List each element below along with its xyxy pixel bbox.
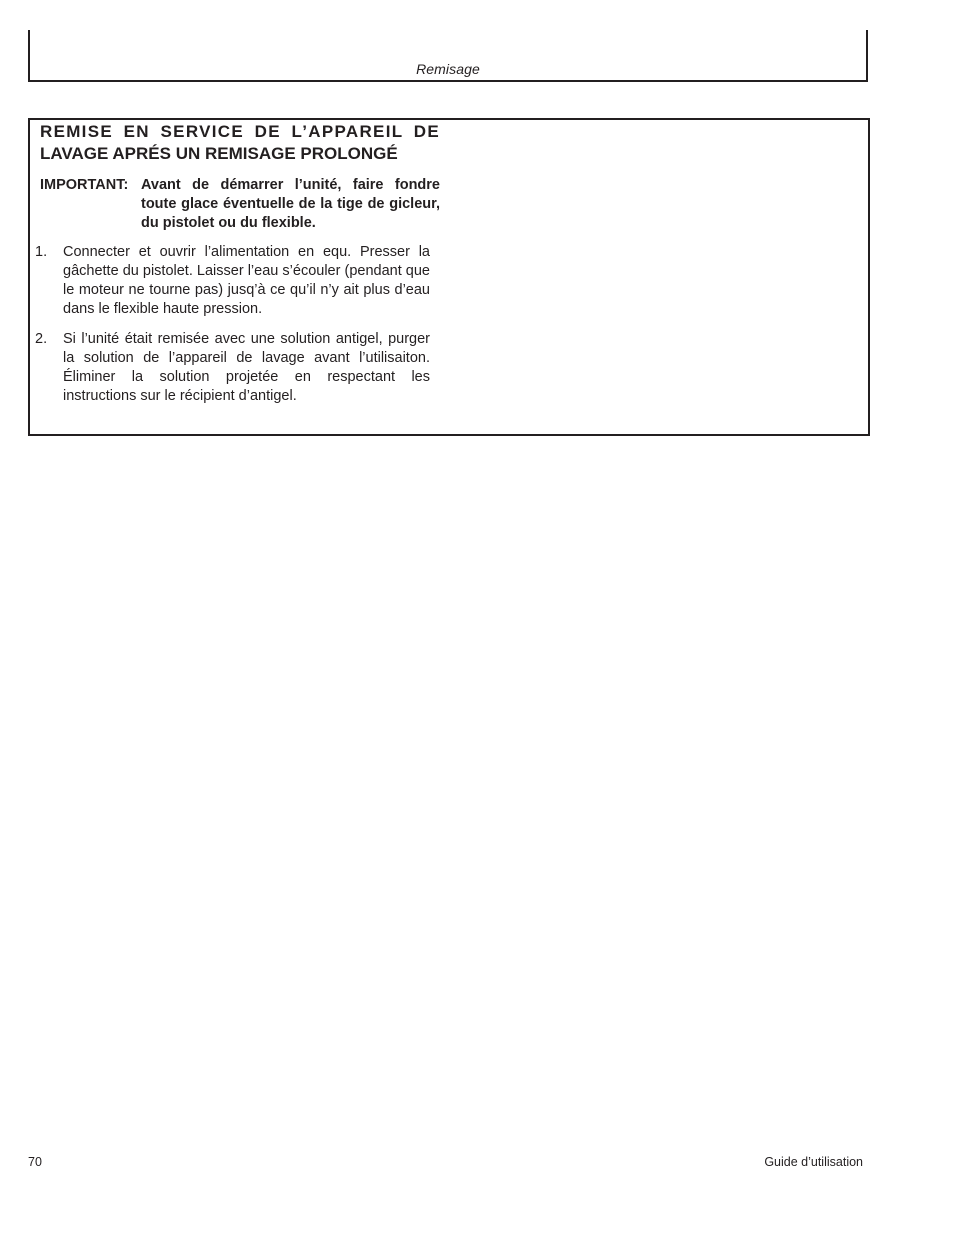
footer-title: Guide d’utilisation	[764, 1155, 863, 1169]
header-frame	[28, 30, 868, 82]
list-item	[35, 243, 430, 319]
steps-list	[35, 243, 430, 417]
section-title-line-1: REMISE EN SERVICE DE L’APPAREIL DE	[40, 122, 440, 141]
section-title	[40, 121, 440, 165]
list-item	[35, 330, 430, 406]
step-number: 1.	[35, 244, 48, 260]
important-text: Avant de démarrer l’unité, faire fondre toute glace éventuelle de la tige de gicleur, du pistolet ou du flexible.	[141, 177, 440, 231]
step-text: Si l’unité était remisée avec une solution antigel, purger la solution de l’appareil de lavage avant l’utilisaiton. Éliminer la solution projetée en respectant les instructions sur le récipient d’antigel.	[63, 331, 430, 404]
page-number: 70	[28, 1155, 42, 1169]
section-title-line-2: LAVAGE APRÉS UN REMISAGE PROLONGÉ	[40, 144, 398, 163]
step-text: Connecter et ouvrir l’alimentation en equ. Presser la gâchette du pistolet. Laisser l’eau s’écouler (pendant que le moteur ne tourne pas) jusq’à ce qu’il n’y ait plus d’eau dans le flexible haute pression.	[63, 244, 430, 317]
content-box	[28, 118, 870, 436]
step-number: 2.	[35, 331, 48, 347]
important-label: IMPORTANT:	[40, 177, 129, 193]
running-header: Remisage	[416, 61, 480, 77]
